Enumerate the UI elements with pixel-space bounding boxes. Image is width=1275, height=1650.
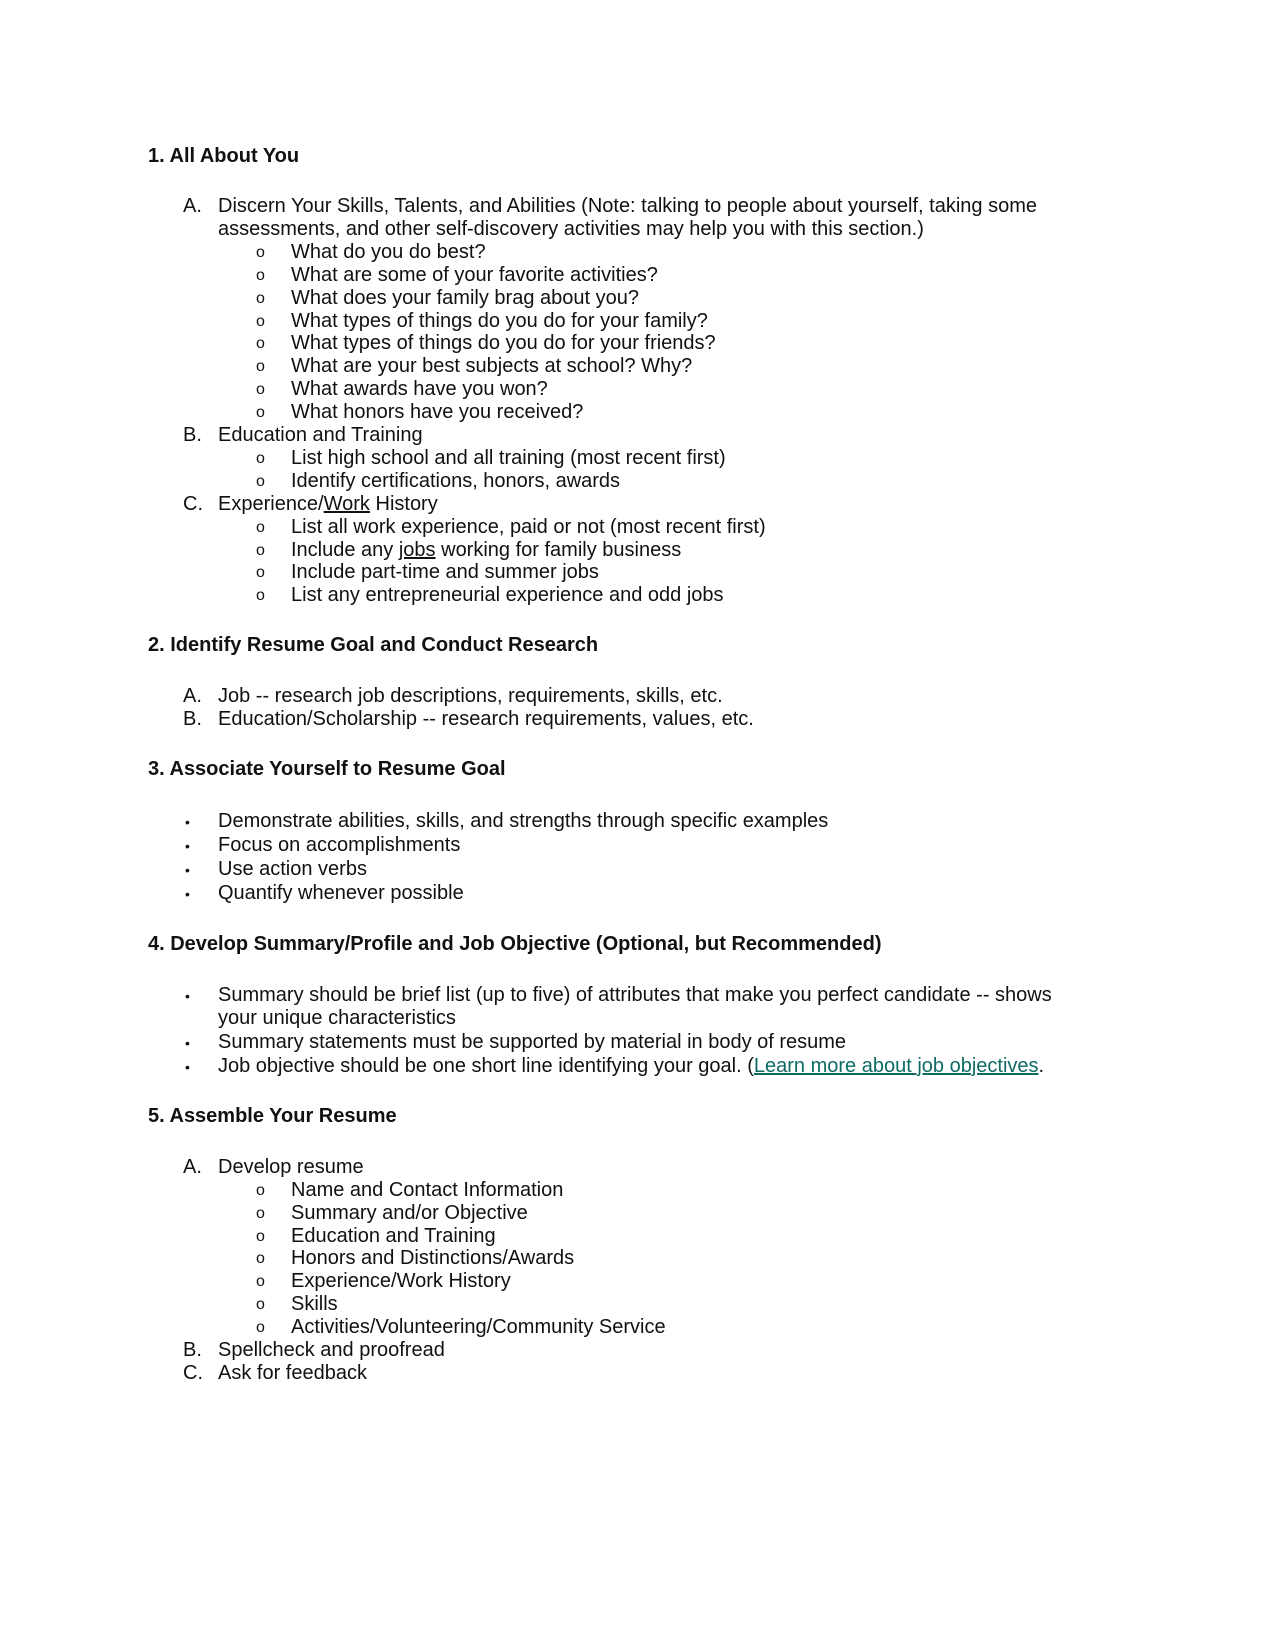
sub-bullet-icon: o	[256, 1205, 265, 1222]
bullet-item	[218, 1054, 1044, 1078]
sub-item: Name and Contact Information	[291, 1179, 564, 1201]
bullet-icon: •	[185, 886, 190, 902]
sub-item: What are some of your favorite activities?	[291, 264, 658, 286]
section-4-heading: 4. Develop Summary/Profile and Job Objective (Optional, but Recommended)	[148, 933, 882, 955]
sub-bullet-icon: o	[256, 519, 265, 536]
sub-bullet-icon: o	[256, 381, 265, 398]
section-3-heading: 3. Associate Yourself to Resume Goal	[148, 758, 506, 780]
sub-bullet-icon: o	[256, 1250, 265, 1267]
bullet-item-part: .	[1038, 1055, 1045, 1077]
sub-item: What types of things do you do for your friends?	[291, 332, 716, 354]
item-text-continued: assessments, and other self-discovery activities may help you with this section.)	[218, 218, 924, 240]
bullet-item: Demonstrate abilities, skills, and strengths through specific examples	[218, 810, 829, 832]
bullet-item: Summary statements must be supported by material in body of resume	[218, 1031, 847, 1053]
sub-item: Skills	[291, 1293, 338, 1315]
sub-item: What does your family brag about you?	[291, 287, 639, 309]
item-marker: A.	[183, 685, 202, 707]
bullet-item: Use action verbs	[218, 858, 367, 880]
sub-bullet-icon: o	[256, 542, 265, 559]
sub-item: What do you do best?	[291, 241, 486, 263]
sub-item: What are your best subjects at school? Why?	[291, 355, 693, 377]
sub-item: Include part-time and summer jobs	[291, 561, 599, 583]
sub-bullet-icon: o	[256, 1228, 265, 1245]
item-marker: B.	[183, 708, 202, 730]
sub-bullet-icon: o	[256, 335, 265, 352]
bullet-item: Quantify whenever possible	[218, 882, 464, 904]
item-marker: B.	[183, 1339, 202, 1361]
sub-bullet-icon: o	[256, 1182, 265, 1199]
item-text: Ask for feedback	[218, 1362, 367, 1384]
sub-item-part: working for family business	[435, 539, 682, 561]
item-marker: C.	[183, 493, 203, 515]
sub-bullet-icon: o	[256, 404, 265, 421]
item-marker: A.	[183, 1156, 202, 1178]
item-text-part: History	[369, 493, 438, 515]
section-2-heading: 2. Identify Resume Goal and Conduct Research	[148, 634, 599, 656]
bullet-item: Focus on accomplishments	[218, 834, 461, 856]
sub-item: Honors and Distinctions/Awards	[291, 1247, 575, 1269]
sub-item: Education and Training	[291, 1225, 496, 1247]
sub-item: List all work experience, paid or not (most recent first)	[291, 516, 766, 538]
item-text: Education/Scholarship -- research requirements, values, etc.	[218, 708, 754, 730]
bullet-item: Summary should be brief list (up to five) of attributes that make you perfect candidate -- shows	[218, 984, 1052, 1006]
sub-bullet-icon: o	[256, 1273, 265, 1290]
section-1-heading: 1. All About You	[148, 145, 300, 167]
item-text: Develop resume	[218, 1156, 364, 1178]
sub-bullet-icon: o	[256, 358, 265, 375]
sub-bullet-icon: o	[256, 564, 265, 581]
sub-item: What types of things do you do for your family?	[291, 310, 708, 332]
bullet-icon: •	[185, 1059, 190, 1075]
sub-item: What honors have you received?	[291, 401, 584, 423]
sub-bullet-icon: o	[256, 450, 265, 467]
section-5-heading: 5. Assemble Your Resume	[148, 1105, 397, 1127]
sub-item: Identify certifications, honors, awards	[291, 470, 621, 492]
bullet-icon: •	[185, 1035, 190, 1051]
underlined-word: Work	[323, 493, 370, 515]
sub-bullet-icon: o	[256, 290, 265, 307]
bullet-item-part: Job objective should be one short line identifying your goal. (	[218, 1055, 754, 1077]
sub-item: Summary and/or Objective	[291, 1202, 528, 1224]
item-text-part: Experience/	[218, 493, 324, 515]
item-text: Discern Your Skills, Talents, and Abilities (Note: talking to people about yourself, taking some	[218, 195, 1037, 217]
sub-bullet-icon: o	[256, 473, 265, 490]
item-marker: C.	[183, 1362, 203, 1384]
item-text: Education and Training	[218, 424, 423, 446]
underlined-word: jobs	[398, 539, 436, 561]
bullet-icon: •	[185, 862, 190, 878]
sub-item: Experience/Work History	[291, 1270, 511, 1292]
item-text	[218, 492, 438, 516]
sub-bullet-icon: o	[256, 587, 265, 604]
item-marker: B.	[183, 424, 202, 446]
item-text: Job -- research job descriptions, requirements, skills, etc.	[218, 685, 723, 707]
sub-bullet-icon: o	[256, 267, 265, 284]
sub-item-part: Include any	[291, 539, 399, 561]
sub-bullet-icon: o	[256, 1319, 265, 1336]
sub-item: Activities/Volunteering/Community Service	[291, 1316, 666, 1338]
sub-item: What awards have you won?	[291, 378, 548, 400]
sub-item	[291, 538, 681, 562]
bullet-item-continued: your unique characteristics	[218, 1007, 456, 1029]
sub-item: List high school and all training (most recent first)	[291, 447, 726, 469]
bullet-icon: •	[185, 838, 190, 854]
bullet-icon: •	[185, 988, 190, 1004]
item-text: Spellcheck and proofread	[218, 1339, 445, 1361]
sub-bullet-icon: o	[256, 313, 265, 330]
bullet-icon: •	[185, 814, 190, 830]
item-marker: A.	[183, 195, 202, 217]
job-objectives-link[interactable]: Learn more about job objectives	[753, 1055, 1039, 1077]
sub-bullet-icon: o	[256, 244, 265, 261]
sub-item: List any entrepreneurial experience and odd jobs	[291, 584, 724, 606]
sub-bullet-icon: o	[256, 1296, 265, 1313]
